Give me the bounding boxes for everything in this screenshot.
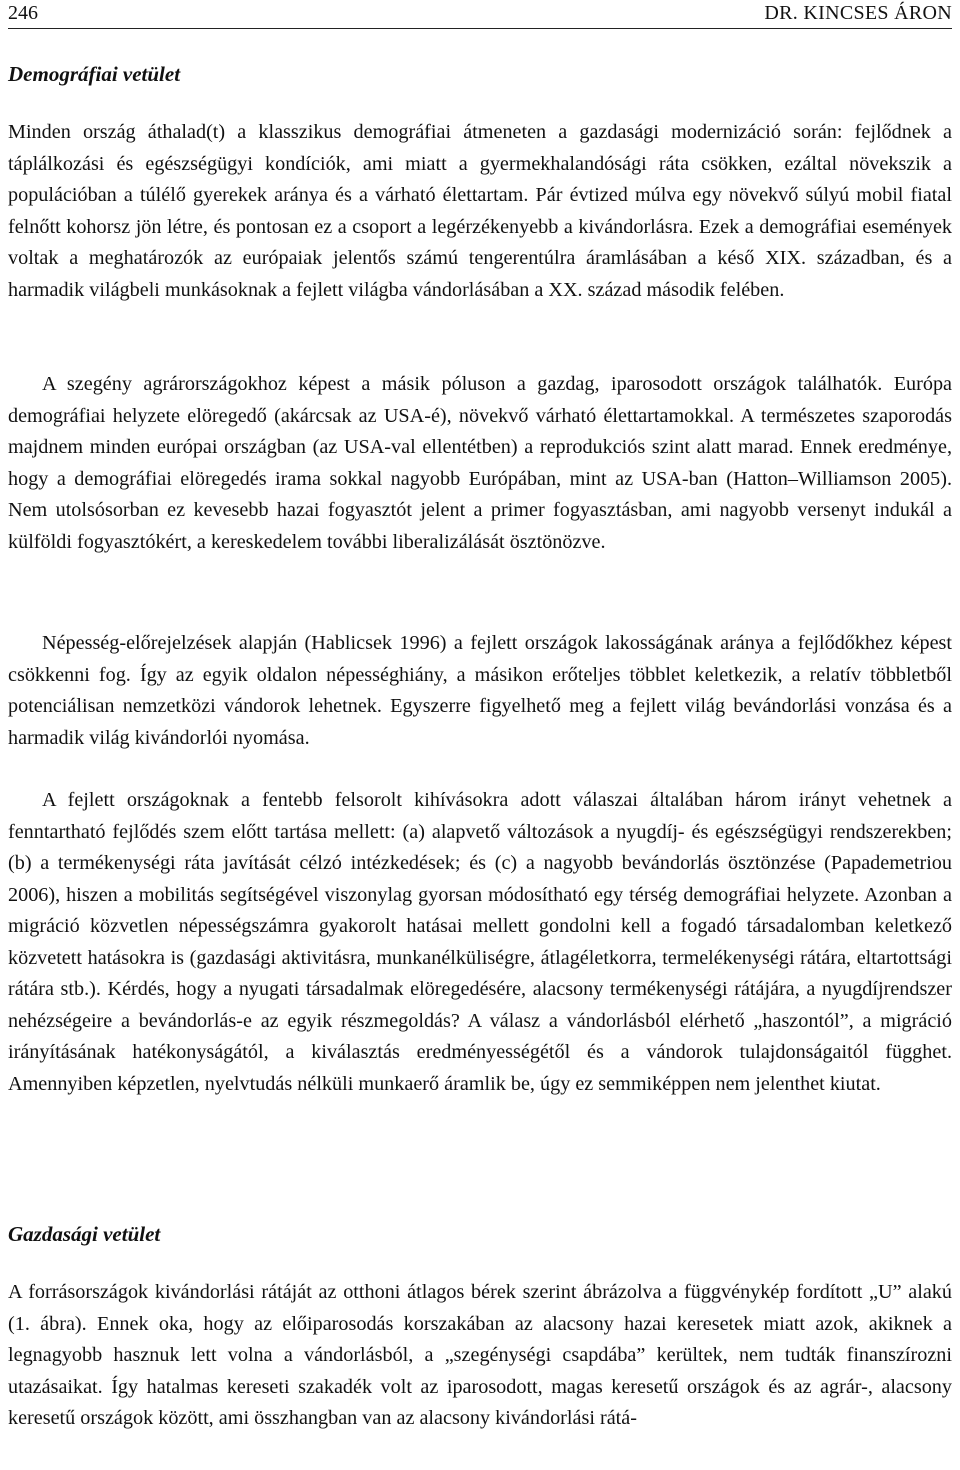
paragraph: Népesség-előrejelzések alapján (Hablicsek 1996) a fejlett országok lakosságának aránya a fejlődőkhez képest csökkenni fog. Így az egyik oldalon népességhiány, a másikon erőteljes többlet keletkezik, a relatív többletből potenciálisan nemzetközi vándorok lehetnek. Egyszerre figyelhető meg a fejlett világ bevándorlási vonzása és a harmadik világ kivándorlói nyomása. (8, 632, 952, 749)
paragraph: A fejlett országoknak a fentebb felsorolt kihívásokra adott válaszai általában három irányt vehetnek a fenntartható fejlődés szem előtt tartása mellett: (a) alapvető változások a nyugdíj- és egészségügyi rendszerekben; (b) a termékenységi ráta javítását célzó intézkedések; és (c) a nagyobb bevándorlás ösztönzése (Papademetriou 2006), hiszen a mobilitás segítségével viszonylag gyorsan módosítható egy térség demográfiai helyzete. Azonban a migráció közvetlen népességszámra gyakorolt hatásai mellett gondolni kell a fogadó társadalomban keletkező közvetett hatásokra is (gazdasági aktivitásra, munkanélküliségre, átlagéletkorra, termelékenységi rátára, eltartottsági rátára stb.). Kérdés, hogy a nyugati társadalmak elöregedésére, alacsony termékenységi rátájára, a nyugdíjrendszer nehézségeire a bevándorlás-e az egyik részmegoldás? A válasz a vándorlásból elérhető „haszontól”, a migráció irányításának hatékonyságától, a kiválasztás eredményességétől és a vándorok tulajdonságaitól függhet. Amennyiben képzetlen, nyelvtudás nélküli munkaerő áramlik be, úgy ez semmiképpen nem jelenthet kiutat. (8, 789, 952, 1095)
running-header-author: DR. KINCSES ÁRON (764, 2, 952, 24)
paragraph: Minden ország áthalad(t) a klasszikus demográfiai átmeneten a gazdasági modernizáció során: fejlődnek a táplálkozási és egészségügyi kondíciók, ami miatt a gyermekhalandósági ráta csökken, ezáltal növekszik a populációban a túlélő gyerekek aránya és a várható élettartam. Pár évtized múlva egy növekvő súlyú mobil fiatal felnőtt kohorsz jön létre, és pontosan ez a csoport a legérzékenyebb a kivándorlásra. Ezek a demográfiai események voltak a meghatározók az európaiak jelentős számú tengerentúlra áramlásában a késő XIX. században, és a harmadik világbeli munkásoknak a fejlett világba vándorlásában a XX. század második felében. (8, 121, 952, 301)
page-number: 246 (8, 2, 38, 24)
section-title-economic: Gazdasági vetület (8, 1222, 161, 1246)
paragraph: A forrásországok kivándorlási rátáját az otthoni átlagos bérek szerint ábrázolva a függvénykép fordított „U” alakú (1. ábra). Ennek oka, hogy az előiparosodás korszakában az alacsony hazai keresetek miatt azok, akiknek a legnagyobb hasznuk lett volna a vándorlásból, a „szegénységi csapdába” kerültek, nem tudták finanszírozni utazásaikat. Így hatalmas kereseti szakadék volt az iparosodott, magas keresetű országok és az agrár-, alacsony keresetű országok között, ami összhangban van az alacsony kivándorlási rátá- (8, 1281, 952, 1429)
section-title-demographic: Demográfiai vetület (8, 62, 181, 86)
running-header (8, 2, 952, 29)
paragraph: A szegény agrárországokhoz képest a másik póluson a gazdag, iparosodott országok találhatók. Európa demográfiai helyzete elöregedő (akárcsak az USA-é), növekvő várható élettartamokkal. A természetes szaporodás majdnem minden európai országban (az USA-val ellentétben) a reprodukciós szint alatt marad. Ennek eredménye, hogy a demográfiai elöregedés irama sokkal nagyobb Európában, mint az USA-ban (Hatton–Williamson 2005). Nem utolsósorban ez kevesebb hazai fogyasztót jelent a primer fogyasztásban, ami nagyobb versenyt indukál a külföldi fogyasztókért, a kereskedelem további liberalizálását ösztönözve. (8, 373, 952, 553)
